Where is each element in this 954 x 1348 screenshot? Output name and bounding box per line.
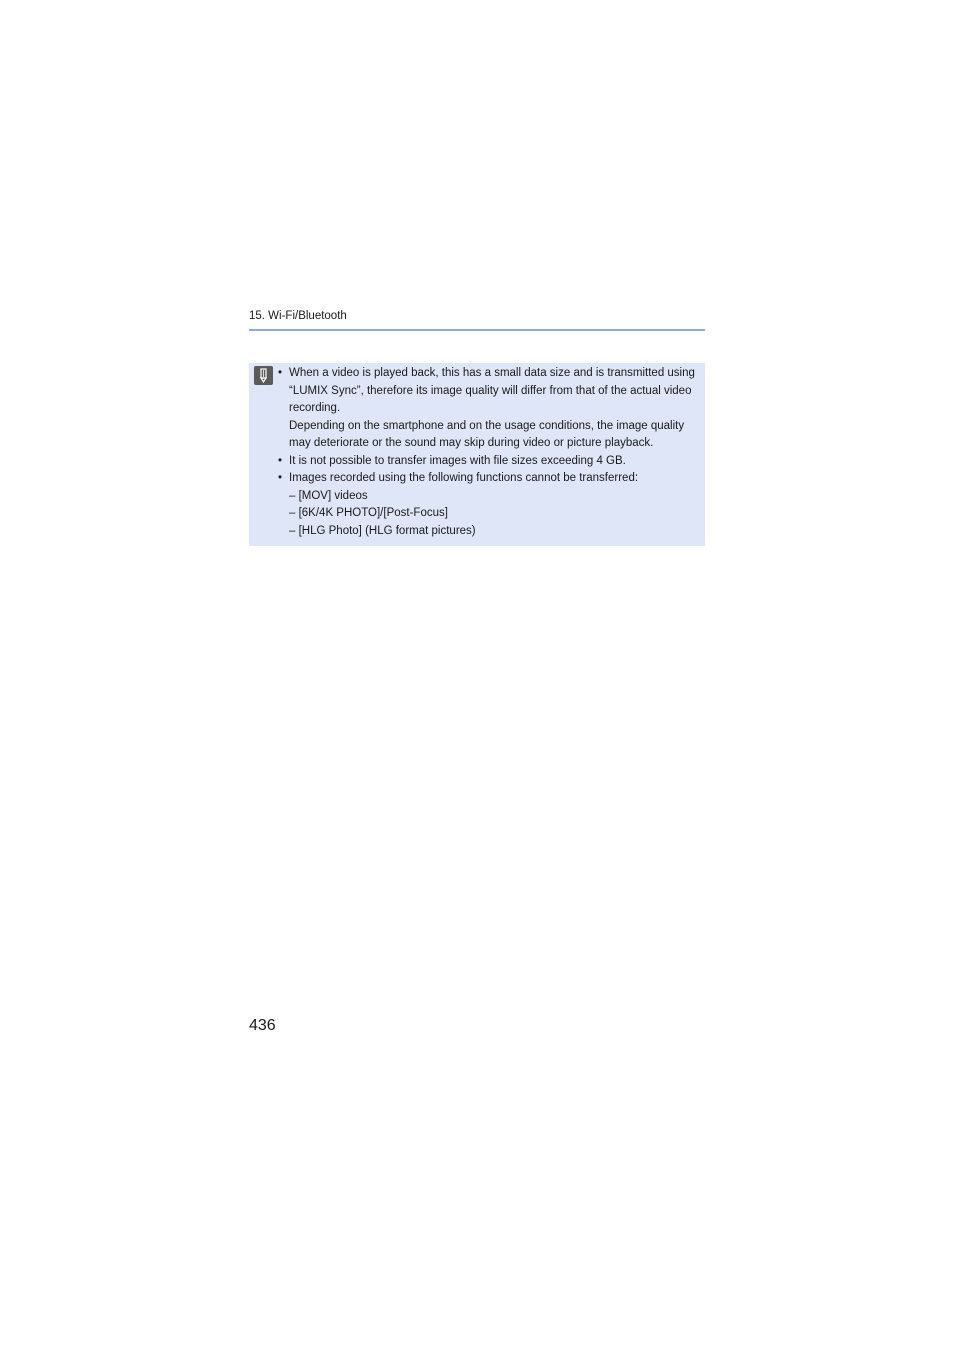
note-text: When a video is played back, this has a small data size and is transmitted using “LUMIX Sync”, therefore its image quality will differ from that of the actual video recording. — [289, 367, 695, 414]
note-text: It is not possible to transfer images with file sizes exceeding 4 GB. — [289, 454, 626, 467]
note-box — [249, 363, 705, 546]
note-list — [278, 365, 701, 540]
note-item — [278, 453, 701, 471]
bullet: • — [278, 367, 283, 379]
bullet: • — [278, 454, 283, 467]
note-text: Images recorded using the following functions cannot be transferred: — [289, 472, 639, 484]
section-title: 15. Wi-Fi/Bluetooth — [249, 310, 347, 322]
note-item — [278, 365, 701, 453]
note-item — [278, 470, 701, 540]
section-header — [249, 308, 705, 331]
note-text: Depending on the smartphone and on the usage conditions, the image quality may deteriorate or the sound may skip during video or picture playback. — [289, 419, 685, 449]
sub-item: – [6K/4K PHOTO]/[Post-Focus] — [289, 507, 448, 519]
sub-item: – [HLG Photo] (HLG format pictures) — [289, 524, 476, 537]
sub-item: – [MOV] videos — [289, 489, 368, 502]
bullet: • — [278, 472, 283, 484]
page-number: 436 — [249, 1017, 276, 1034]
note-pencil-icon — [254, 366, 273, 385]
